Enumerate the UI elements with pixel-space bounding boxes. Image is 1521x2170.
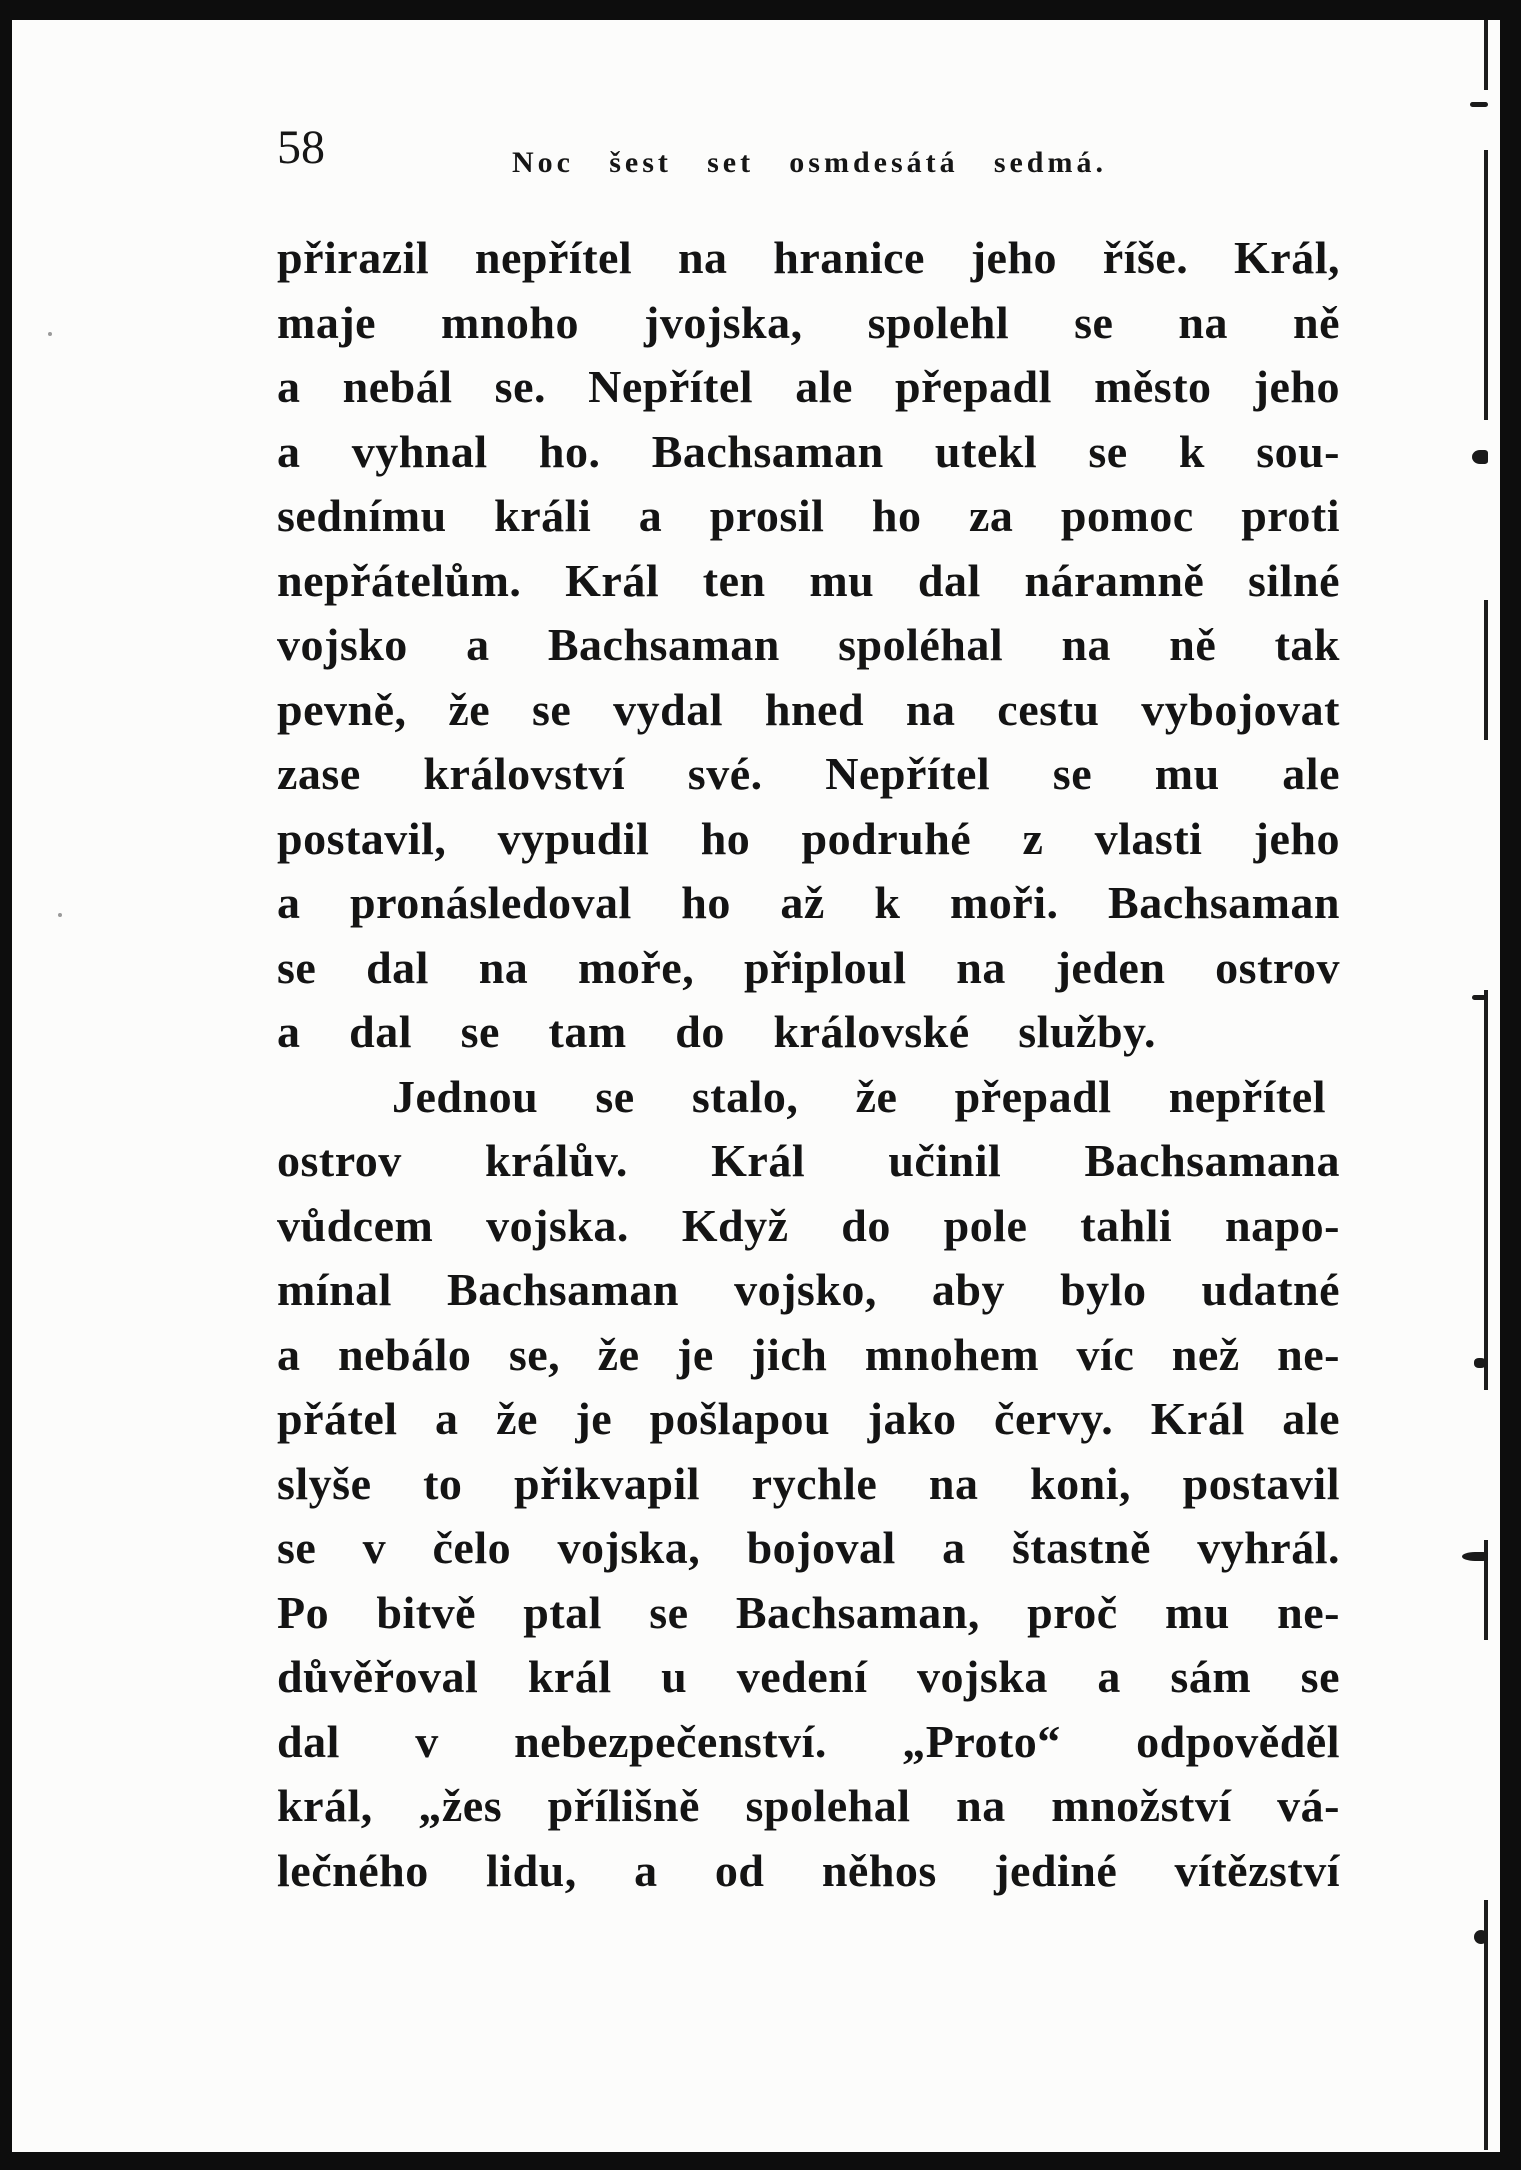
text-line: postavil, vypudil ho podruhé z vlasti jeho <box>277 812 1340 864</box>
text-line: přátel a že je pošlapou jako červy. Král ale <box>277 1393 1340 1444</box>
scan-edge-segment <box>1484 600 1488 740</box>
text-line: Po bitvě ptal se Bachsaman, proč mu ne- <box>277 1586 1340 1638</box>
scan-artifact <box>1470 102 1488 107</box>
text-line: a nebál se. Nepřítel ale přepadl město jeho <box>277 361 1340 412</box>
text-line: důvěřoval král u vedení vojska a sám se <box>277 1651 1340 1702</box>
scan-speck <box>48 332 52 336</box>
text-line: lečného lidu, a od něhos jediné vítězství <box>277 1844 1340 1896</box>
text-line: a pronásledoval ho až k moři. Bachsaman <box>277 877 1340 928</box>
scan-artifact <box>1474 1930 1488 1944</box>
scan-edge-segment <box>1484 990 1488 1390</box>
text-line: král, „žes přílišně spolehal na množství vá- <box>277 1780 1340 1831</box>
scan-artifact <box>1474 1358 1486 1368</box>
scan-speck <box>58 913 62 917</box>
text-line: a vyhnal ho. Bachsaman utekl se k sou- <box>277 425 1340 477</box>
text-line: se v čelo vojska, bojoval a štastně vyhrál. <box>277 1522 1340 1573</box>
paragraph-end-line: a dal se tam do královské služby. <box>277 1006 1156 1057</box>
text-line: pevně, že se vydal hned na cestu vybojovat <box>277 683 1340 735</box>
text-line: a nebálo se, že je jich mnohem víc než ne- <box>277 1328 1340 1380</box>
text-line: slyše to přikvapil rychle na koni, postavil <box>277 1457 1340 1509</box>
text-line: vůdcem vojska. Když do pole tahli napo- <box>277 1199 1340 1251</box>
text-line: sednímu králi a prosil ho za pomoc proti <box>277 490 1340 541</box>
scan-edge-segment <box>1484 150 1488 420</box>
scan-artifact <box>1462 1552 1488 1561</box>
text-line: maje mnoho jvojska, spolehl se na ně <box>277 296 1340 348</box>
text-line: dal v nebezpečenství. „Proto“ odpověděl <box>277 1715 1340 1767</box>
text-line: nepřátelům. Král ten mu dal náramně silné <box>277 554 1340 606</box>
running-title: Noc šest set osmdesátá sedmá. <box>512 146 1107 179</box>
scan-border-left <box>0 0 12 2170</box>
scan-border-right <box>1500 0 1521 2170</box>
scan-artifact <box>1472 450 1488 464</box>
paragraph-first-line: Jednou se stalo, že přepadl nepřítel <box>392 1070 1326 1122</box>
scan-border-bottom <box>0 2152 1521 2170</box>
text-line: se dal na moře, připloul na jeden ostrov <box>277 941 1340 993</box>
text-line: ostrov králův. Král učinil Bachsamana <box>277 1135 1340 1186</box>
text-line: mínal Bachsaman vojsko, aby bylo udatné <box>277 1264 1340 1315</box>
scan-edge-segment <box>1484 20 1488 90</box>
scan-border-top <box>0 0 1521 20</box>
text-line: vojsko a Bachsaman spoléhal na ně tak <box>277 619 1340 670</box>
text-line: přirazil nepřítel na hranice jeho říše. Král, <box>277 232 1340 283</box>
text-line: zase království své. Nepřítel se mu ale <box>277 748 1340 799</box>
scan-artifact <box>1472 995 1486 1000</box>
page-number: 58 <box>277 121 325 174</box>
